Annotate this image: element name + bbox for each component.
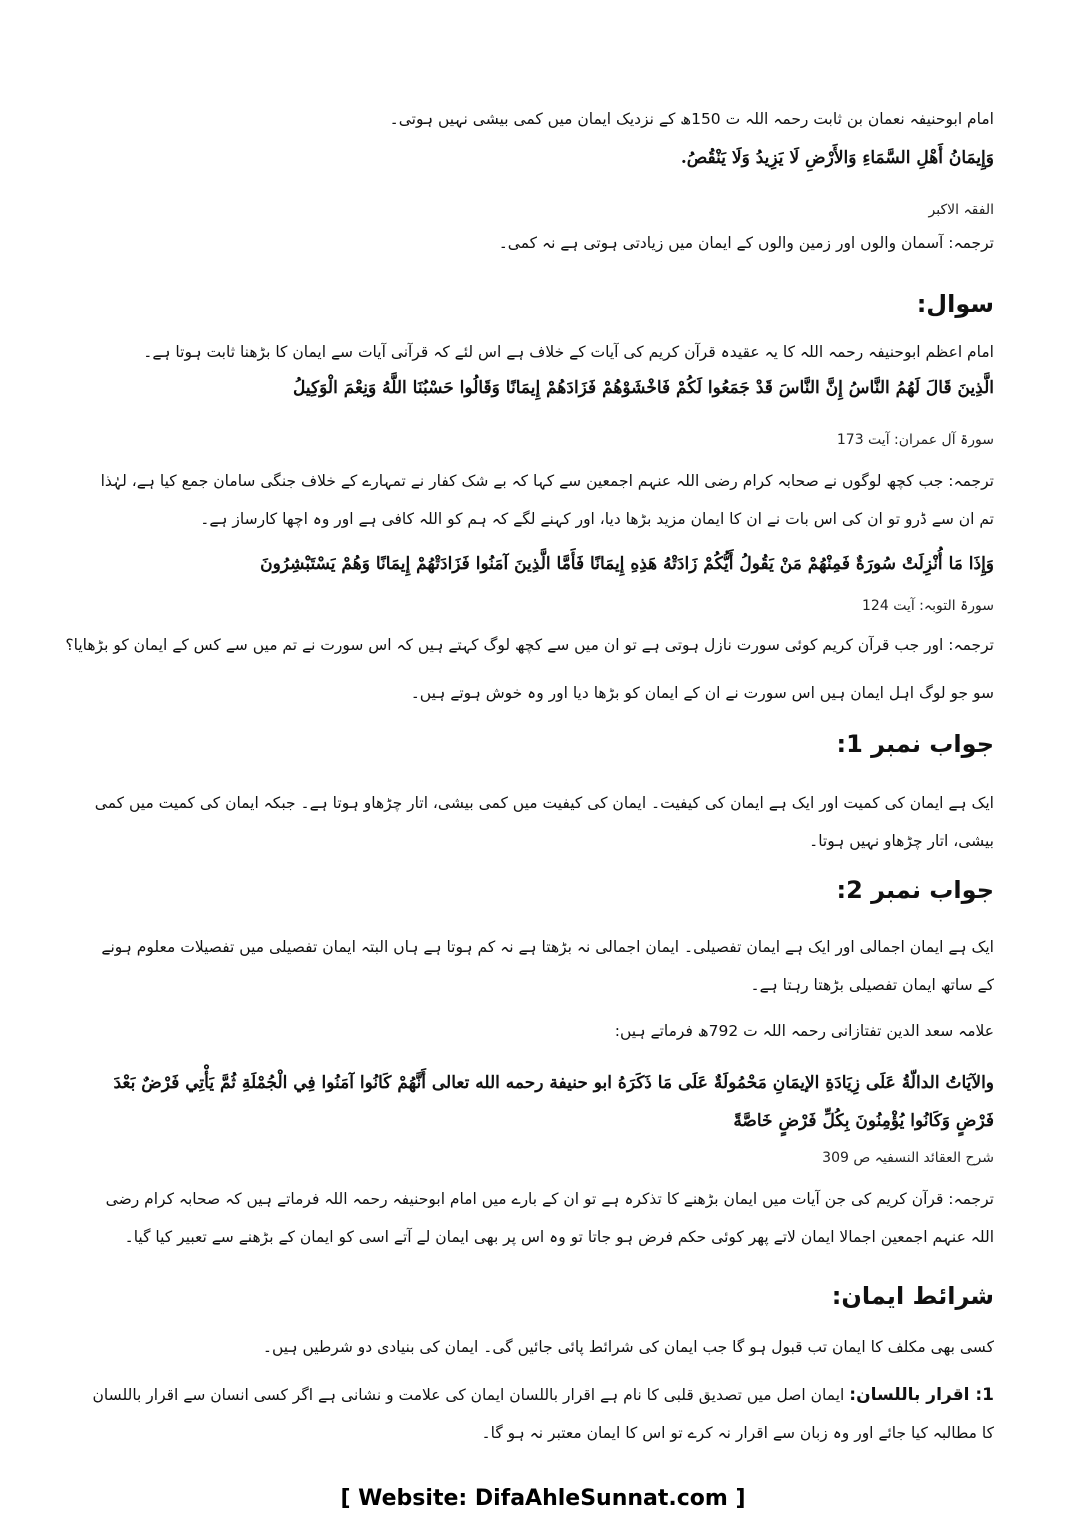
reference-tawbah: سورۃ التوبہ: آیت 124 [862, 598, 994, 614]
arabic-verse-tawbah: وَإِذَا مَا أُنْزِلَتْ سُورَةٌ فَمِنْهُمْ مَنْ يَقُولُ أَيُّكُمْ زَادَتْهُ هَذِهِ إِيمَانًا فَأَمَّا الَّذِينَ آمَنُوا فَزَادَتْهُمْ إِيمَانًا وَهُمْ يَسْتَبْشِرُونَ [260, 554, 994, 574]
paragraph-imam-abu-hanifa: امام ابوحنیفہ نعمان بن ثابت رحمہ اللہ ت 150ھ کے نزدیک ایمان میں کمی بیشی نہیں ہوتی۔ [389, 110, 994, 128]
conditions-intro: کسی بھی مکلف کا ایمان تب قبول ہو گا جب ایمان کی شرائط پائی جائیں گی۔ ایمان کی بنیادی دو شرطیں ہیں۔ [262, 1338, 994, 1356]
answer-2-text: ایک ہے ایمان اجمالی اور ایک ہے ایمان تفصیلی۔ ایمان اجمالی نہ بڑھتا ہے نہ کم ہوتا ہے ہاں البتہ ایمان تفصیلی میں تفصیلات معلوم ہونے کے ساتھ ایمان تفصیلی بڑھتا رہتا ہے۔ [101, 938, 994, 994]
taftazani-intro: علامہ سعد الدین تفتازانی رحمہ اللہ ت 792ھ فرماتے ہیں: [614, 1022, 994, 1040]
heading-answer-1: جواب نمبر 1: [836, 730, 994, 758]
translation-al-imran: ترجمہ: جب کچھ لوگوں نے صحابہ کرام رضی اللہ عنہم اجمعین سے کہا کہ بے شک کفار نے تمہارے کے خلاف جنگی سامان جمع کیا ہے، لہٰذا تم ان سے ڈرو تو ان کی اس بات نے ان کا ایمان مزید بڑھا دیا، اور کہنے لگے کہ ہم کو اللہ کافی ہے اور وہ اچھا کارساز ہے۔ [100, 472, 994, 528]
reference-al-imran: سورۃ آل عمران: آیت 173 [836, 432, 994, 448]
translation-tawbah-1: ترجمہ: اور جب قرآن کریم کوئی سورت نازل ہوتی ہے تو ان میں سے کچھ لوگ کہتے ہیں کہ اس سورت نے تم میں سے کس کے ایمان کو بڑھایا؟ [65, 636, 994, 654]
heading-conditions-of-iman: شرائط ایمان: [831, 1282, 994, 1310]
arabic-quote-fiqh-akbar: وَإِيمَانُ أَهْلِ السَّمَاءِ وَالأَرْضِ لَا يَزِيدُ وَلَا يَنْقُصُ. [680, 148, 994, 168]
question-text: امام اعظم ابوحنیفہ رحمہ اللہ کا یہ عقیدہ قرآن کریم کی آیات کے خلاف ہے اس لئے کہ قرآنی آیات سے ایمان کا بڑھنا ثابت ہوتا ہے۔ [143, 343, 994, 361]
translation-1: ترجمہ: آسمان والوں اور زمین والوں کے ایمان میں زیادتی ہوتی ہے نہ کمی۔ [498, 234, 994, 252]
reference-fiqh-akbar: الفقہ الاکبر [928, 202, 994, 218]
translation-tawbah-2: سو جو لوگ اہل ایمان ہیں اس سورت نے ان کے ایمان کو بڑھا دیا اور وہ خوش ہوتے ہیں۔ [410, 684, 994, 702]
arabic-verse-al-imran: الَّذِينَ قَالَ لَهُمُ النَّاسُ إِنَّ النَّاسَ قَدْ جَمَعُوا لَكُمْ فَاخْشَوْهُمْ فَزَادَهُمْ إِيمَانًا وَقَالُوا حَسْبُنَا اللَّهُ وَنِعْمَ الْوَكِيلُ [293, 378, 994, 398]
reference-sharh-aqaid: شرح العقائد النسفیہ ص 309 [822, 1150, 994, 1166]
answer-1-text: ایک ہے ایمان کی کمیت اور ایک ہے ایمان کی کیفیت۔ ایمان کی کیفیت میں کمی بیشی، اتار چڑھاو ہوتا ہے۔ جبکہ ایمان کی کمیت میں کمی بیشی، اتار چڑھاو نہیں ہوتا۔ [94, 794, 994, 850]
translation-taftazani: ترجمہ: قرآن کریم کی جن آیات میں ایمان بڑھنے کا تذکرہ ہے تو ان کے بارے میں امام ابوحنیفہ رحمہ اللہ فرماتے ہیں کہ صحابہ کرام رضی اللہ عنہم اجمعین اجمالا ایمان لاتے پھر کوئی حکم فرض ہو جاتا تو وہ اس پر بھی ایمان لے آتے اسی کو ایمان کے بڑھنے سے تعبیر کیا گیا۔ [105, 1190, 994, 1246]
heading-question: سوال: [916, 290, 994, 318]
website-footer: [ Website: DifaAhleSunnat.com ] [340, 1486, 746, 1511]
arabic-quote-taftazani: والآيَاتُ الدالّةُ عَلَى زِيَادَةِ الإيمَانِ مَحْمُولَةٌ عَلَى مَا ذَكَرَهُ ابو حنيفة رحمه الله تعالى أَنَّهُمْ كَانُوا آمَنُوا فِي الْجُمْلَةِ ثُمَّ يَأْتِي فَرْضٌ بَعْدَ فَرْضٍ وَكَانُوا يُؤْمِنُونَ بِكُلِّ فَرْضٍ خَاصَّةً [113, 1073, 994, 1131]
condition-1-text: ایمان اصل میں تصدیق قلبی کا نام ہے اقرار باللسان ایمان کی علامت و نشانی ہے اگر کسی انسان سے اقرار باللسان کا مطالبہ کیا جائے اور وہ زبان سے اقرار نہ کرے تو اس کا ایمان معتبر نہ ہو گا۔ [92, 1386, 994, 1442]
condition-1-title: 1: اقرار باللسان: [849, 1385, 994, 1405]
heading-answer-2: جواب نمبر 2: [836, 876, 994, 904]
condition-1-paragraph [92, 1376, 994, 1452]
